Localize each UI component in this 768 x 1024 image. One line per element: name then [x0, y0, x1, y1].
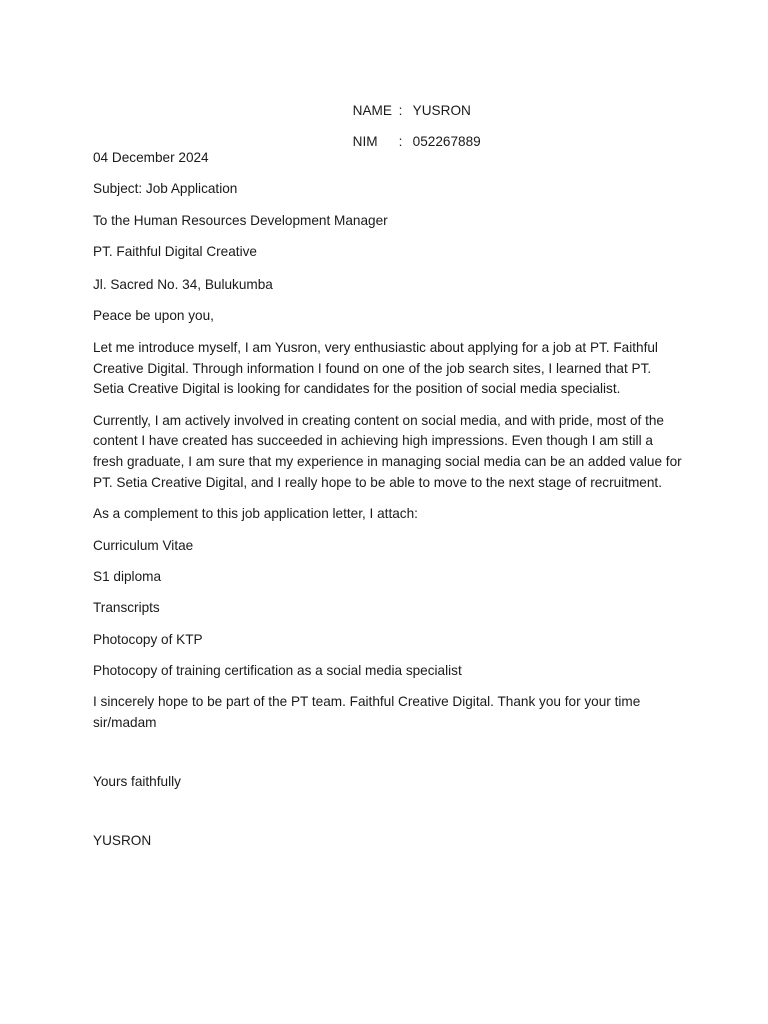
- letter-address: Jl. Sacred No. 34, Bulukumba: [93, 277, 273, 293]
- letter-greeting: Peace be upon you,: [93, 308, 214, 324]
- letter-closing-paragraph: I sincerely hope to be part of the PT team. Faithful Creative Digital. Thank you for your time sir/madam: [93, 694, 641, 730]
- attachment-item: Photocopy of KTP: [93, 631, 203, 647]
- attachment-item: Curriculum Vitae: [93, 537, 194, 553]
- name-row: [330, 88, 481, 119]
- letter-company: PT. Faithful Digital Creative: [93, 243, 257, 259]
- letter-recipient: To the Human Resources Development Manager: [93, 212, 388, 228]
- letter-closing: Yours faithfully: [93, 773, 181, 789]
- name-label: NAME: [352, 103, 392, 118]
- identity-header: [330, 88, 481, 149]
- nim-label: NIM: [352, 133, 378, 149]
- attachment-item: Photocopy of training certification as a social media specialist: [93, 662, 462, 678]
- letter-paragraph-experience: Currently, I am actively involved in creating content on social media, and with pride, most of the content I have created has succeeded in achieving high impressions. Even though I am still a fresh graduate, I am sure that my experience in managing social media can be an added value for PT. Setia Creative Digital, and I really hope to be able to move to the next stage of recruitment.: [93, 412, 682, 491]
- nim-colon: :: [398, 133, 403, 149]
- attachment-item: S1 diploma: [93, 568, 162, 584]
- nim-row: [330, 119, 481, 150]
- letter-date: 04 December 2024: [93, 150, 209, 165]
- attachment-item: Transcripts: [93, 600, 160, 616]
- attachments-intro: As a complement to this job application letter, I attach:: [93, 506, 418, 522]
- letter-body: [93, 148, 683, 851]
- letter-paragraph-intro: Let me introduce myself, I am Yusron, very enthusiastic about applying for a job at PT. Faithful Creative Digital. Through information I found on one of the job search sites, I learned that PT. Setia Creative Digital is looking for candidates for the position of social media specialist.: [93, 339, 658, 397]
- name-colon: :: [398, 103, 403, 118]
- nim-value: 052267889: [412, 133, 481, 149]
- letter-signature: YUSRON: [93, 832, 152, 848]
- name-value: YUSRON: [412, 103, 471, 118]
- letter-subject: Subject: Job Application: [93, 181, 238, 197]
